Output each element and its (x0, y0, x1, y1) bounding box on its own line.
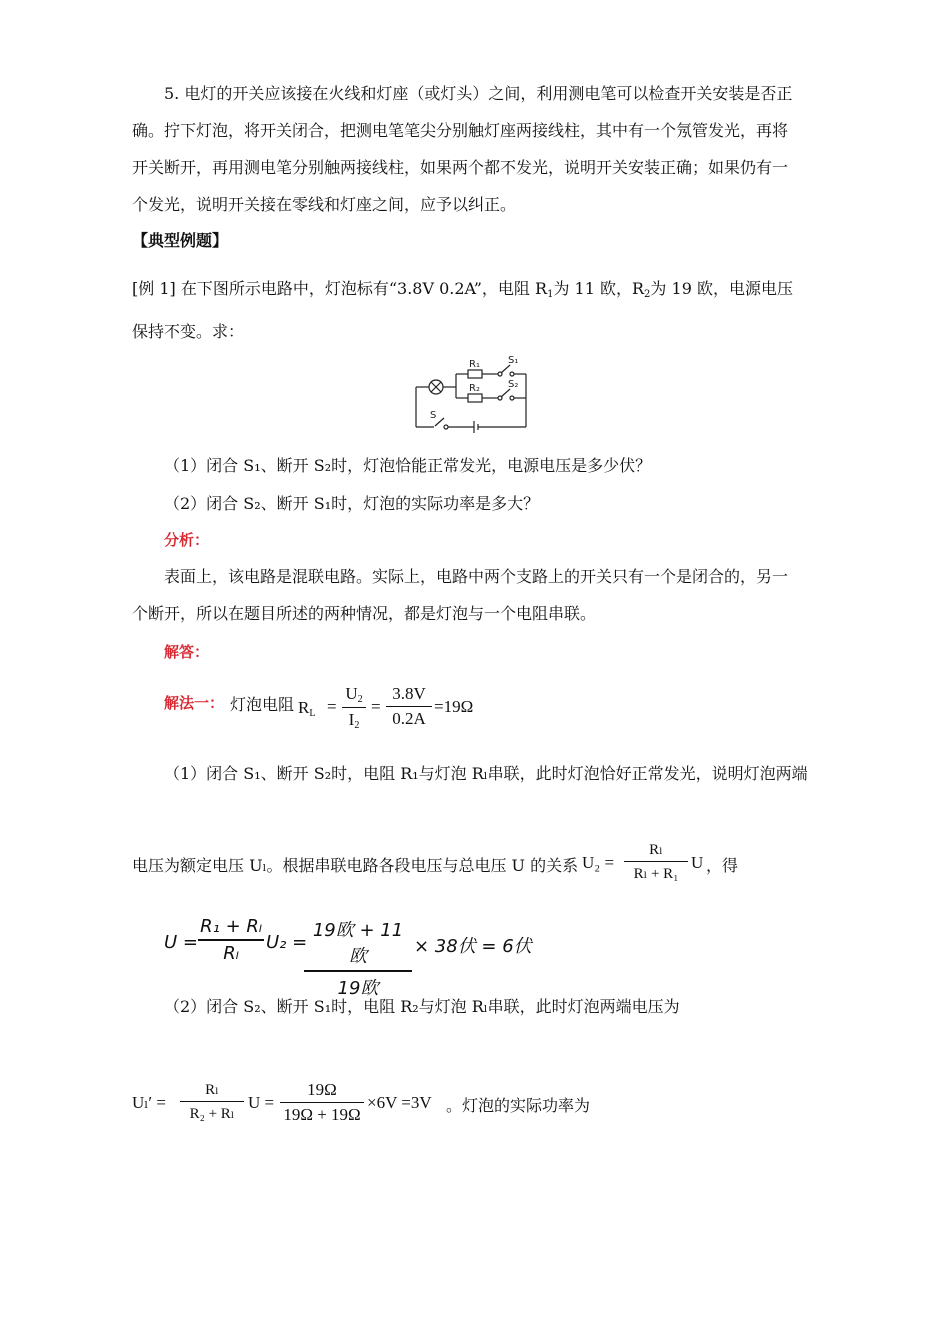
step2-u: U = (248, 1093, 275, 1112)
analysis-label: 分析： (164, 531, 210, 549)
resistor-r2 (468, 394, 482, 402)
label-s2: S₂ (508, 379, 519, 390)
method1-eq1: = (327, 697, 337, 716)
example-text-b: 为 11 欧，R (553, 279, 645, 298)
example-text-a: [例 1] 在下图所示电路中，灯泡标有“3.8V 0.2A”，电阻 R (132, 279, 548, 298)
example-text-c: 为 19 欧，电源电压 (650, 279, 793, 298)
method1-eq2: = (371, 697, 381, 716)
analysis-line1: 表面上，该电路是混联电路。实际上，电路中两个支路上的开关只有一个是闭合的，另一 (164, 567, 789, 586)
method1-label: 解法一： (164, 694, 225, 712)
method1-text: 灯泡电阻 (230, 695, 295, 714)
hand-lhs: U = (164, 932, 198, 953)
example-line2: 保持不变。求： (132, 322, 245, 341)
para5-line4: 个发光，说明开关接在零线和灯座之间，应予以纠正。 (132, 195, 517, 214)
label-s: S (430, 410, 437, 421)
sub-1: 1 (547, 289, 554, 300)
method1-frac1: $U_2$ $I_2$ (342, 684, 366, 731)
step2-line1: （2）闭合 S₂、断开 S₁时，电阻 R₂与灯泡 Rₗ串联，此时灯泡两端电压为 (164, 997, 680, 1016)
answer-label: 解答： (164, 643, 210, 661)
hand-frac2: 19欧 + 11欧 19欧 (304, 916, 412, 1000)
label-s1: S₁ (508, 355, 519, 366)
method1-result: =19Ω (434, 697, 474, 716)
step1-tail: ，得 (706, 856, 739, 875)
switch-s1 (501, 365, 510, 373)
analysis-line2: 个断开，所以在题目所述的两种情况，都是灯泡与一个电阻串联。 (132, 604, 597, 623)
step2-frac2: 19Ω 19Ω + 19Ω (280, 1080, 364, 1125)
step2-tail: 。灯泡的实际功率为 (446, 1096, 591, 1115)
step2-rest: ×6V =3V (367, 1093, 432, 1112)
resistor-r1 (468, 370, 482, 378)
sub-2: 2 (644, 289, 651, 300)
question-1: （1）闭合 S₁、断开 S₂时，灯泡恰能正常发光，电源电压是多少伏？ (164, 456, 652, 475)
para5-line1: 5. 电灯的开关应该接在火线和灯座（或灯头）之间，利用测电笔可以检查开关安装是否正 (164, 84, 793, 103)
hand-u2: U₂ = (266, 932, 308, 953)
label-r1: R₁ (469, 359, 480, 370)
step2-lhs: Uₗ′ = (132, 1093, 166, 1112)
para5-line2: 确。拧下灯泡，将开关闭合，把测电笔笔尖分别触灯座两接线柱，其中有一个氖管发光，再将 (132, 121, 789, 140)
hand-frac1: R₁ + Rₗ Rₗ (198, 916, 264, 964)
switch-s2 (501, 389, 510, 397)
step1-line2: 电压为额定电压 Uₗ。根据串联电路各段电压与总电压 U 的关系 (132, 856, 579, 875)
step2-frac1: Rₗ R₂ + Rₗ (180, 1080, 244, 1123)
method1-rl: $R_L$ (298, 698, 316, 719)
question-2: （2）闭合 S₂、断开 S₁时，灯泡的实际功率是多大？ (164, 494, 540, 513)
step1-formula-u: U (691, 853, 704, 872)
step1-line1: （1）闭合 S₁、断开 S₂时，电阻 R₁与灯泡 Rₗ串联，此时灯泡恰好正常发光，说明灯泡两端 (164, 764, 808, 783)
example-line1 (132, 275, 822, 308)
step1-formula-lhs: U₂ = (582, 853, 615, 872)
section-title: 【典型例题】 (132, 231, 229, 250)
hand-rest: × 38伏 = 6伏 (414, 936, 532, 957)
para5-line3: 开关断开，再用测电笔分别触两接线柱，如果两个都不发光，说明开关安装正确；如果仍有一 (132, 158, 789, 177)
step1-formula-frac: Rₗ Rₗ + R₁ (624, 840, 688, 883)
circuit-diagram (408, 352, 536, 438)
label-r2: R₂ (469, 383, 480, 394)
method1-frac2: 3.8V 0.2A (386, 684, 432, 729)
